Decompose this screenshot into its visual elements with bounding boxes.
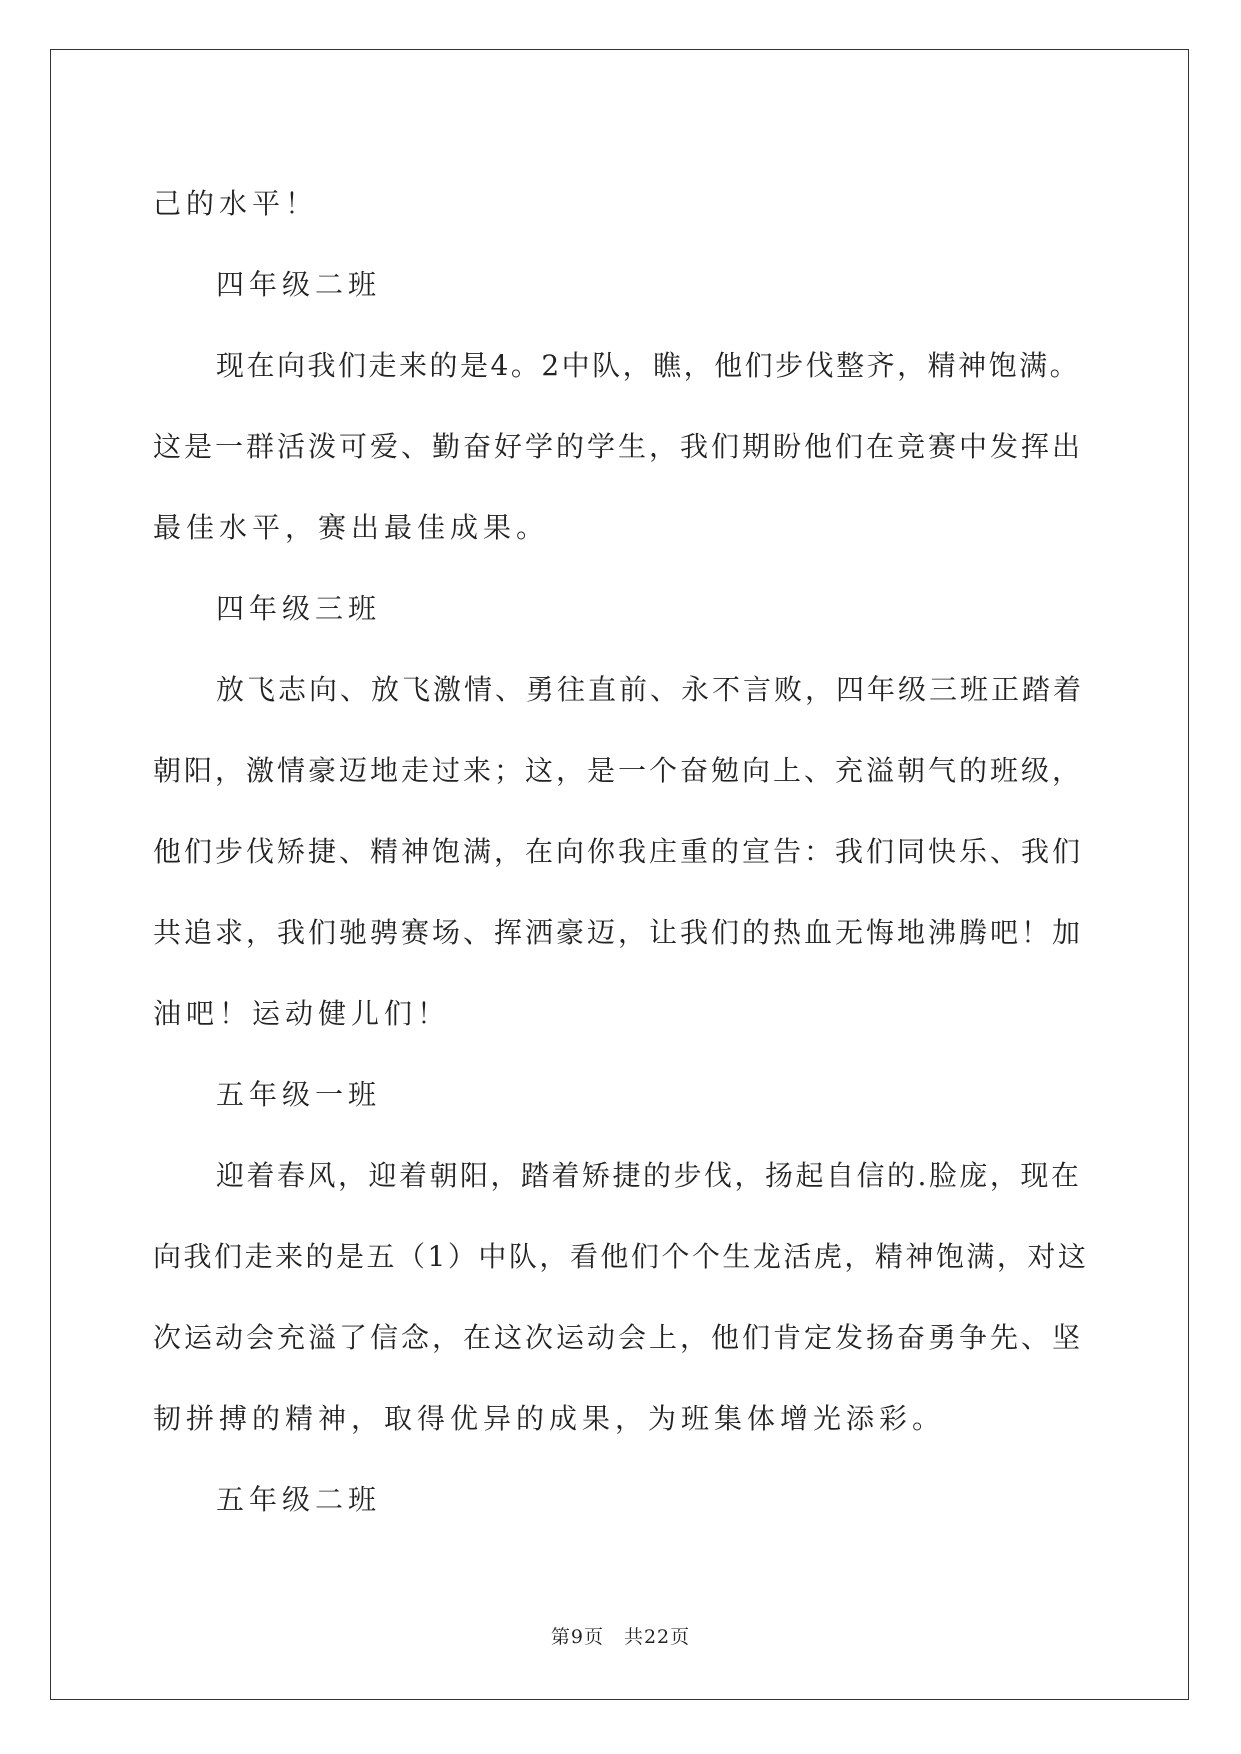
text-line: 向我们走来的是五（1）中队，看他们个个生龙活虎，精神饱满，对这 [153,1240,1089,1273]
text-line: 这是一群活泼可爱、勤奋好学的学生，我们期盼他们在竞赛中发挥出 [153,430,1084,463]
text-line: 朝阳，激情豪迈地走过来；这，是一个奋勉向上、充溢朝气的班级， [153,754,1084,787]
text-line: 次运动会充溢了信念，在这次运动会上，他们肯定发扬奋勇争先、坚 [153,1321,1084,1354]
text-line: 现在向我们走来的是4。2中队，瞧，他们步伐整齐，精神饱满。 [216,349,1081,382]
class-heading: 四年级三班 [216,592,382,625]
text-line: 油吧！运动健儿们！ [153,997,451,1030]
class-heading: 五年级二班 [216,1483,382,1516]
class-heading: 五年级一班 [216,1078,382,1111]
class-heading: 四年级二班 [216,268,382,301]
text-line: 放飞志向、放飞激情、勇往直前、永不言败，四年级三班正踏着 [216,673,1085,706]
text-line: 共追求，我们驰骋赛场、挥洒豪迈，让我们的热血无悔地沸腾吧！加 [153,916,1084,949]
document-body [153,163,1089,1540]
text-line: 他们步伐矫捷、精神饱满，在向你我庄重的宣告：我们同快乐、我们 [153,835,1084,868]
text-line: 迎着春风，迎着朝阳，踏着矫捷的步伐，扬起自信的.脸庞，现在 [216,1159,1082,1192]
text-line: 最佳水平，赛出最佳成果。 [153,511,550,544]
text-line: 韧拼搏的精神，取得优异的成果，为班集体增光添彩。 [153,1402,946,1435]
text-line: 己的水平！ [153,187,319,220]
page-number-footer: 第9页 共22页 [550,1626,691,1648]
